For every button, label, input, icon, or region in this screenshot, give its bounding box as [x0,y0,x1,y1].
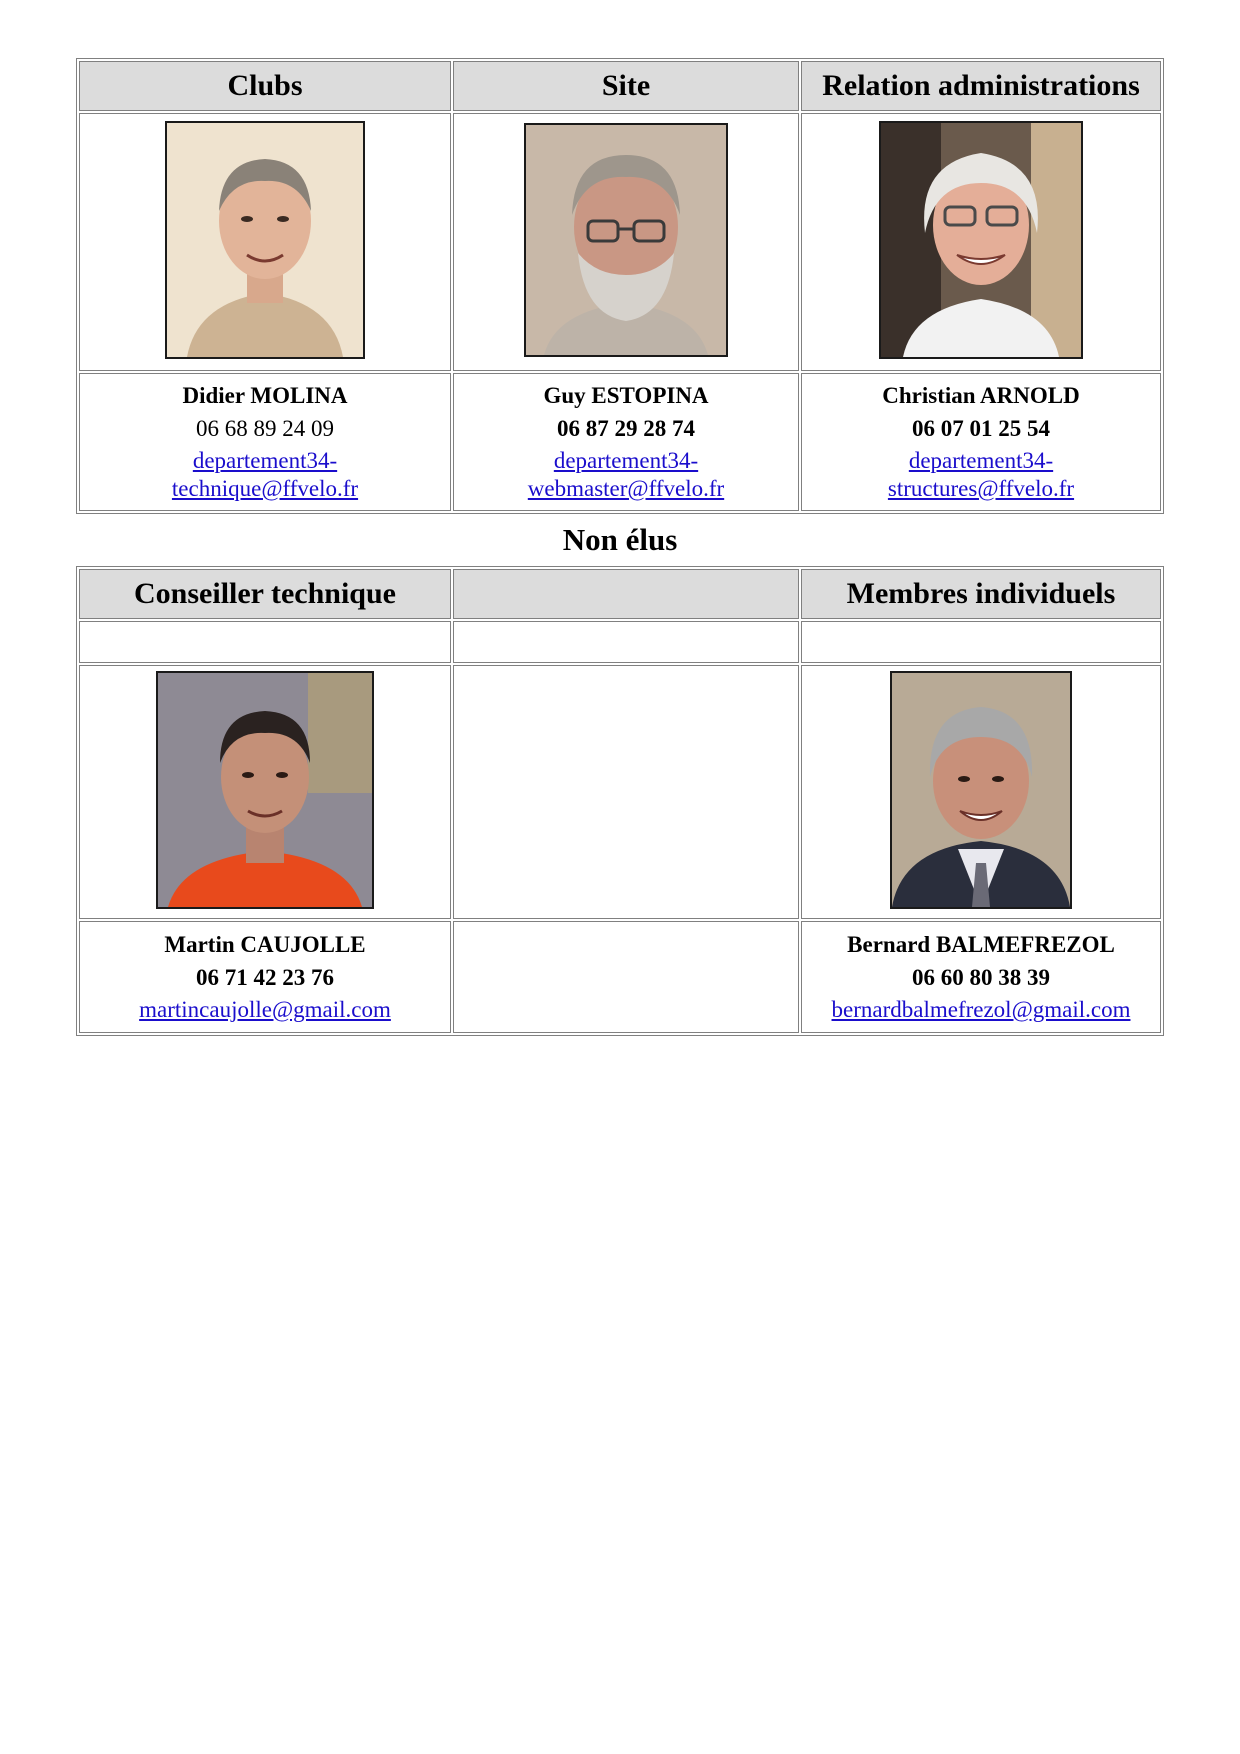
photo-row [79,665,1161,919]
header-empty [453,569,799,619]
email-link[interactable]: departement34- webmaster@ffvelo.fr [527,448,725,501]
header-conseiller-technique: Conseiller technique [79,569,451,619]
non-elected-table [76,566,1164,1036]
header-membres-individuels: Membres individuels [801,569,1161,619]
email-link[interactable]: martincaujolle@gmail.com [139,997,391,1022]
email-link[interactable]: departement34- technique@ffvelo.fr [171,448,359,501]
person-phone: 06 71 42 23 76 [196,965,334,990]
contact-christian-arnold [801,373,1161,511]
section-title: Non élus [562,522,678,557]
person-name: Martin CAUJOLLE [164,932,366,957]
blank-row [79,621,1161,663]
person-name: Didier MOLINA [182,383,348,408]
photo-row [79,113,1161,371]
person-name: Guy ESTOPINA [543,383,709,408]
photo-didier-molina [165,121,365,359]
contact-martin-caujolle [79,921,451,1033]
person-phone: 06 68 89 24 09 [196,416,334,441]
header-site: Site [453,61,799,111]
photo-bernard-balmefrezol [890,671,1072,909]
contact-row [79,373,1161,511]
photo-martin-caujolle [156,671,374,909]
person-phone: 06 60 80 38 39 [912,965,1050,990]
person-phone: 06 87 29 28 74 [557,416,695,441]
person-phone: 06 07 01 25 54 [912,416,1050,441]
contact-didier-molina [79,373,451,511]
photo-christian-arnold [879,121,1083,359]
contact-row [79,921,1161,1033]
header-clubs: Clubs [79,61,451,111]
person-name: Bernard BALMEFREZOL [847,932,1115,957]
email-link[interactable]: bernardbalmefrezol@gmail.com [831,997,1131,1022]
contact-guy-estopina [453,373,799,511]
email-link[interactable]: departement34- structures@ffvelo.fr [887,448,1075,501]
photo-guy-estopina [524,123,728,357]
header-row [79,569,1161,619]
header-row [79,61,1161,111]
contact-bernard-balmefrezol [801,921,1161,1033]
board-table [76,58,1164,514]
header-relation-administrations: Relation administrations [801,61,1161,111]
person-name: Christian ARNOLD [882,383,1080,408]
